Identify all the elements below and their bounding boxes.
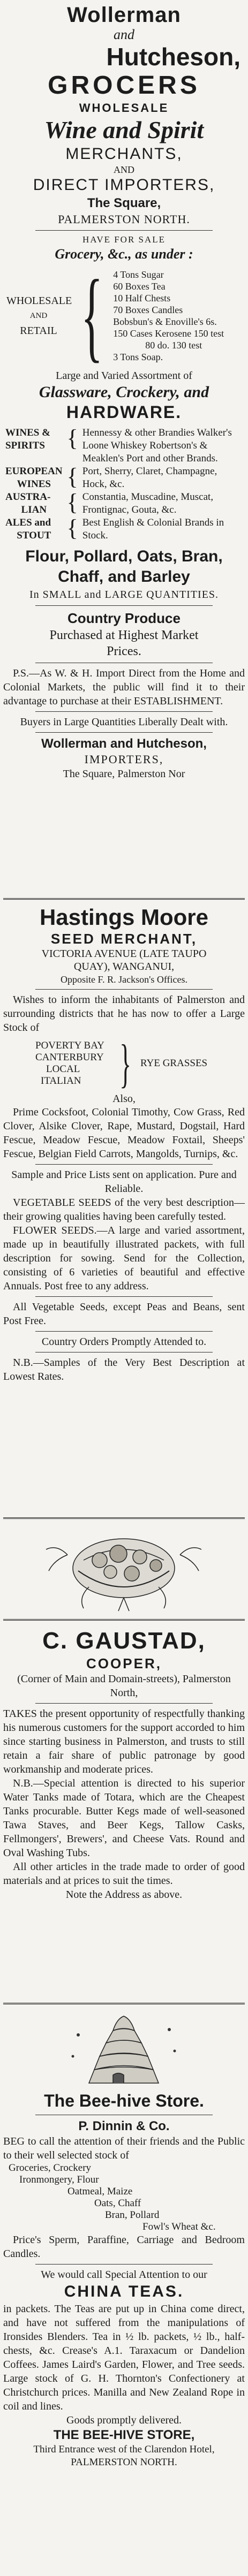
cooper-heading: COOPER, [86, 1655, 162, 1671]
direct-importers-heading: DIRECT IMPORTERS, [33, 176, 215, 194]
hastings-address-1: VICTORIA AVENUE (LATE TAUPO [41, 948, 207, 960]
hardware-line: HARDWARE. [66, 402, 182, 422]
gaustad-ad [3, 1627, 245, 1902]
beg-paragraph: BEG to call the attention of their friends and the Public to their well selected stock of [3, 2136, 245, 2161]
vegetable-seeds-line: All Vegetable Seeds, except Peas and Beans, sent Post Free. [3, 1301, 245, 1327]
divider [35, 989, 213, 990]
retail-label: RETAIL [20, 325, 57, 337]
hastings-name: Hastings Moore [39, 905, 209, 930]
opposite-line: Opposite F. R. Jackson's Offices. [61, 974, 187, 985]
stout-label: STOUT [17, 530, 51, 541]
intro-paragraph: Wishes to inform the inhabitants of Palmerston and surrounding districts that he has now to offer a Large Stock of [3, 994, 245, 1034]
section-rule [3, 1517, 245, 1519]
rye-item: POVERTY BAY [35, 1040, 104, 1051]
european-label: EUROPEAN [5, 466, 63, 477]
beehive-title: The Bee-hive Store. [44, 2091, 204, 2110]
brace-glyph: { [81, 260, 103, 372]
corner-line: (Corner of Main and Domain-streets), Palmerston North, [17, 1673, 231, 1699]
prices-line: Prices. [107, 644, 141, 658]
seed-merchant-heading: SEED MERCHANT, [50, 931, 198, 947]
prices-candles: Price's Sperm, Paraffine, Carriage and Bedroom Candles. [3, 2234, 245, 2260]
grasses-paragraph: Prime Cocksfoot, Colonial Timothy, Cow Grass, Red Clover, Alsike Clover, Rape, Mustard, Dogstail, Hard Fescue, Meadow Fescue, Meadow Foxtail, Sheeps' Fescue, Belgian Field Carrots, Mangolds, Turnips, &c. [3, 1106, 245, 1160]
square-address: The Square, [87, 196, 161, 210]
flour-line: Flour, Pollard, Oats, Bran, [25, 548, 223, 565]
city-name: PALMERSTON NORTH. [58, 212, 190, 226]
brace-glyph: } [119, 1034, 131, 1093]
australian-label: AUSTRA- [5, 491, 51, 503]
beehive-store-ad [3, 2090, 245, 2469]
also-line: Also, [112, 1093, 136, 1105]
glassware-line: Glassware, Crockery, and [39, 383, 209, 401]
wholesale-label: WHOLESALE [6, 295, 72, 307]
have-for-sale: HAVE FOR SALE [82, 234, 166, 245]
divider [35, 230, 213, 231]
goods-delivered: Goods promptly delivered. [66, 2414, 182, 2426]
store-address-2: PALMERSTON NORTH. [71, 2457, 177, 2468]
wines-text: Hennessy & other Brandies Walker's Loone Whiskey Robertson's & Meaklen's Port and other Brands. [82, 427, 232, 464]
flower-paragraph: FLOWER SEEDS.—A large and varied assortment, made up in beautifully illustrated packets, with full description for sowing. Send for the Collection, consisting of 6 varieties of beautiful and effective Annuals. Post free to any address. [3, 1225, 245, 1292]
divider [35, 1164, 213, 1165]
rye-label: RYE GRASSES [140, 1058, 208, 1069]
australian-text: Constantia, Muscadine, Muscat, Frontignac, Gouta, &c. [82, 491, 214, 515]
hutcheson-name: Hutcheson, [106, 43, 241, 71]
section-rule [3, 898, 245, 900]
purchased-line: Purchased at Highest Market [49, 628, 199, 642]
china-teas-heading: CHINA TEAS. [64, 2283, 184, 2300]
country-produce-heading: Country Produce [67, 610, 181, 626]
rye-item: ITALIAN [41, 1075, 81, 1086]
goods-item: Oatmeal, Maize [67, 2186, 133, 2197]
wollerman-name: Wollerman [67, 3, 181, 27]
small-large-line: In SMALL and LARGE QUANTITIES. [29, 589, 219, 601]
divider [35, 1703, 213, 1704]
divider [35, 1296, 213, 1297]
goods-item: Fowl's Wheat &c. [142, 2221, 216, 2232]
takes-paragraph: TAKES the present opportunity of respectfully thanking his numerous customers for the support accorded to him since starting business in Palmerston, and trusts to still retain a fair share of public patronage by good workmanship and moderate prices. [3, 1708, 245, 1775]
ales-text: Best English & Colonial Brands in Stock. [82, 517, 224, 541]
stock-item: Bobsbun's & Enoville's 6s. [113, 316, 217, 327]
grocery-line: Grocery, &c., as under : [55, 246, 193, 262]
chaff-line: Chaff, and Barley [58, 568, 190, 586]
stock-item: 80 do. 130 test [145, 340, 202, 351]
divider [35, 711, 213, 712]
hastings-nb: N.B.—Samples of the Very Best Description at Lowest Rates. [3, 1357, 245, 1382]
stock-item: 70 Boxes Candles [113, 305, 183, 315]
goods-item: Bran, Pollard [105, 2209, 160, 2221]
divider [35, 1331, 213, 1332]
gaustad-name: C. GAUSTAD, [42, 1628, 206, 1654]
grocers-heading: GROCERS [48, 71, 200, 100]
section-rule [3, 1619, 245, 1621]
liquor-table: WINES & SPIRITS { Hennessy & other Brandies Walker's Loone Whiskey Robertson's & Meaklen's Port and other Brands. EUROPEAN WINES { Port, Sherry, Claret, Champagne, Hock, &c. AUSTRA- LIAN { Constantia, Muscadine, Muscat, Frontignac, Gouta, &c. ALES and STOUT { Best English & Colonial Brands in Stock. [3, 427, 245, 542]
wines-label: WINES & [5, 427, 50, 438]
store-address-1: Third Entrance west of the Clarendon Hotel, [33, 2444, 215, 2455]
stock-item: 3 Tons Soap. [113, 352, 163, 362]
rye-grass-table [35, 1034, 245, 1093]
stock-list [113, 269, 224, 363]
proprietor-name: P. Dinnin & Co. [78, 2119, 170, 2133]
vegetable-paragraph: VEGETABLE SEEDS of the very best description—their growing qualities having been carefully tested. [3, 1197, 245, 1222]
stock-item: 4 Tons Sugar [113, 269, 164, 280]
stock-item: 60 Boxes Tea [113, 281, 166, 292]
stock-item: 10 Half Chests [113, 293, 171, 303]
note-address: Note the Address as above. [65, 1889, 183, 1901]
gaustad-nb: N.B.—Special attention is directed to his superior Water Tanks made of Totara, which are the Cheapest Tanks procurable. Butter Kegs made of well-seasoned Tawa Staves, and Beer Kegs, Tallow Casks, Fellmongers', Brewers', and Cheese Vats. Round and Oval Washing Tubs. [3, 1777, 245, 1859]
goods-item: Oats, Chaff [94, 2198, 141, 2209]
divider [35, 605, 213, 606]
ales-label: ALES and [5, 517, 51, 528]
signature-address: The Square, Palmerston Nor [63, 768, 185, 780]
hastings-address-2: QUAY), WANGANUI, [73, 961, 175, 972]
rye-item: LOCAL [46, 1063, 80, 1075]
signature-importers: IMPORTERS, [84, 753, 164, 766]
goods-item: Groceries, Crockery [9, 2162, 92, 2174]
beehive-icon [3, 2008, 245, 2088]
european-text: Port, Sherry, Claret, Champagne, Hock, &c. [82, 466, 217, 490]
large-assortment: Large and Varied Assortment of [56, 370, 192, 382]
beehive-illustration [3, 2008, 245, 2088]
european-sub: WINES [17, 478, 51, 490]
hastings-moore-ad [3, 905, 245, 1384]
ps-paragraph: P.S.—As W. & H. Import Direct from the Home and Colonial Markets, the public will find it to their advantage to purchase at their ESTABLISHMENT. [3, 667, 245, 707]
signature-name: Wollerman and Hutcheson, [41, 736, 207, 751]
flower-basket-illustration [3, 1523, 245, 1614]
spirits-label: SPIRITS [5, 440, 45, 451]
all-other-paragraph: All other articles in the trade made to order of good materials and at prices to suit the times. [3, 1861, 245, 1887]
divider [35, 732, 213, 733]
stock-item: 150 Cases Kerosene 150 test [113, 328, 224, 339]
country-orders: Country Orders Promptly Attended to. [41, 1336, 207, 1348]
australian-sub: LIAN [21, 504, 47, 515]
stock-table [6, 260, 245, 372]
wine-spirit-heading: Wine and Spirit [44, 116, 204, 143]
divider [35, 2264, 213, 2265]
goods-item: Ironmongery, Flour [19, 2174, 99, 2185]
and-caps: AND [114, 164, 134, 175]
seeds-illustration [3, 1523, 245, 1614]
merchants-heading: MERCHANTS, [65, 145, 183, 163]
rye-item: CANTERBURY [35, 1052, 104, 1063]
and-word: and [114, 27, 134, 42]
special-line: We would call Special Attention to our [41, 2269, 207, 2281]
goods-list [3, 2162, 245, 2233]
store-name: THE BEE-HIVE STORE, [53, 2428, 195, 2442]
buyers-paragraph: Buyers in Large Quantities Liberally Dealt with. [20, 716, 228, 728]
and-label: AND [29, 311, 48, 320]
sample-prices: Sample and Price Lists sent on application. Pure and Reliable. [11, 1169, 237, 1195]
wholesale-heading: WHOLESALE [79, 101, 169, 115]
section-rule [3, 2003, 245, 2004]
wollerman-ad [3, 3, 245, 781]
china-teas-paragraph: in packets. The Teas are put up in China come direct, and have not suffered from the manipulations of Ironsides Blenders. Tea in ½ lb. packets, ½ lb., half-chests, &c. Crease's A.1. Taraxacum or Dandelion Coffees. James Laird's Garden, Flower, and Tree seeds. Large stock of G. H. Thornton's Confectionery at Christchurch prices. Manilla and New Zealand Rope in coil and lines. [3, 2303, 245, 2412]
